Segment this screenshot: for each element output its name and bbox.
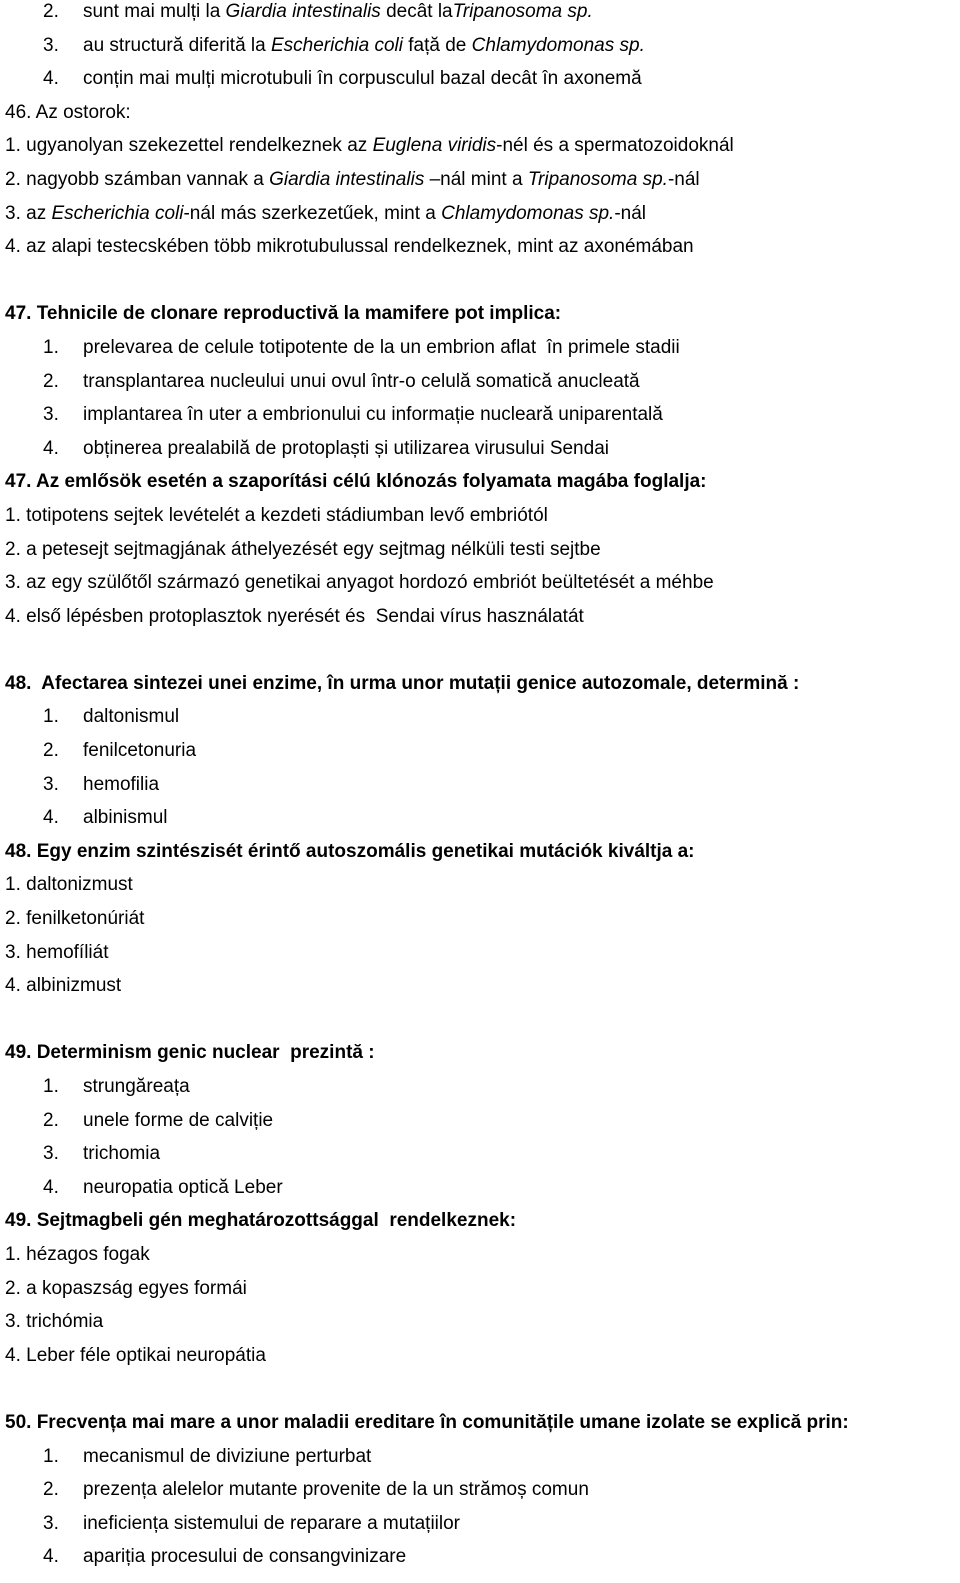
list-item	[5, 533, 955, 567]
item-text	[83, 706, 179, 727]
line-content	[43, 1137, 160, 1171]
line-content	[5, 1036, 375, 1070]
item-text	[5, 135, 734, 156]
text-segment: albinismul	[83, 807, 168, 829]
list-item	[5, 1473, 955, 1507]
list-item	[5, 129, 955, 163]
italic-text-segment: Chlamydomonas sp.	[441, 202, 615, 224]
list-item	[5, 1440, 955, 1474]
text-segment: 47. Az emlősök esetén a szaporítási célú klónozás folyamata magába foglalja:	[5, 471, 707, 493]
text-segment: -nál	[614, 202, 647, 224]
text-segment: transplantarea nucleului unui ovul într-o celulă somatică anucleată	[83, 370, 640, 392]
text-segment: 48. Egy enzim szintészisét érintő autoszomális genetikai mutációk kiváltja a:	[5, 840, 695, 862]
text-segment: 1. ugyanolyan szekezettel rendelkeznek az	[5, 135, 373, 157]
text-segment: 49. Sejtmagbeli gén meghatározottsággal rendelkeznek:	[5, 1210, 517, 1232]
item-number: 4.	[43, 1176, 59, 1198]
list-item	[5, 163, 955, 197]
text-segment: prezența alelelor mutante provenite de la un strămoș comun	[83, 1479, 589, 1501]
line-content	[5, 902, 144, 936]
line-content	[5, 230, 694, 264]
item-text	[5, 975, 121, 996]
item-text	[83, 807, 167, 828]
line-content	[43, 1540, 406, 1574]
text-segment: 1. hézagos fogak	[5, 1243, 150, 1265]
line-content	[43, 734, 196, 768]
italic-text-segment: Escherichia coli	[270, 34, 403, 56]
list-item	[5, 1272, 955, 1306]
line-content	[5, 163, 700, 197]
list-item	[5, 398, 955, 432]
text-segment: 2. a kopaszság egyes formái	[5, 1277, 247, 1299]
item-number: 4.	[43, 437, 59, 459]
line-content	[43, 1070, 190, 1104]
line-content	[5, 936, 109, 970]
item-text	[83, 35, 645, 56]
italic-text-segment: Giardia intestinalis	[225, 1, 381, 22]
text-segment: față de	[402, 34, 472, 56]
item-text	[83, 1177, 283, 1198]
line-content	[5, 129, 734, 163]
item-text	[83, 371, 640, 392]
line-content	[5, 600, 584, 634]
line-content	[5, 1238, 150, 1272]
text-segment: mecanismul de diviziune perturbat	[83, 1445, 372, 1467]
text-segment: -nél és a spermatozoidoknál	[496, 135, 734, 157]
item-number: 2.	[43, 740, 59, 762]
line-content	[5, 566, 714, 600]
item-text	[83, 1076, 190, 1097]
question-heading	[5, 96, 955, 130]
question-block	[5, 667, 955, 1003]
line-content	[5, 667, 799, 701]
text-segment: 2. nagyobb számban vannak a	[5, 168, 270, 190]
text-segment: sunt mai mulți la	[83, 1, 226, 22]
text-segment: -nál más szerkezetűek, mint a	[183, 202, 442, 224]
line-content	[43, 1473, 589, 1507]
text-segment: trichomia	[83, 1143, 161, 1165]
item-text	[5, 236, 694, 257]
list-item	[5, 29, 955, 63]
item-number: 4.	[43, 1546, 59, 1568]
line-content	[43, 768, 159, 802]
line-content	[43, 1171, 283, 1205]
item-number: 1.	[43, 1445, 59, 1467]
item-text	[5, 539, 601, 560]
text-segment: decât la	[380, 1, 453, 22]
list-item	[5, 432, 955, 466]
item-number: 3.	[43, 773, 59, 795]
line-content	[43, 1440, 371, 1474]
text-segment: 48. Afectarea sintezei unei enzime, în urma unor mutații genice autozomale, determină :	[5, 672, 800, 694]
list-item	[5, 1238, 955, 1272]
list-item	[5, 768, 955, 802]
item-text	[83, 1546, 406, 1567]
text-segment: daltonismul	[83, 706, 180, 728]
line-content	[43, 29, 645, 63]
question-heading	[5, 1204, 955, 1238]
line-content	[43, 1104, 273, 1138]
question-block	[5, 297, 955, 633]
line-content	[5, 868, 133, 902]
item-text	[5, 908, 144, 929]
list-item	[5, 230, 955, 264]
list-item	[5, 365, 955, 399]
item-text	[5, 606, 584, 627]
item-text	[5, 1278, 247, 1299]
question-block	[5, 1406, 955, 1574]
item-text	[5, 1311, 103, 1332]
list-item	[5, 734, 955, 768]
question-block	[5, 1036, 955, 1372]
list-item	[5, 969, 955, 1003]
line-content	[5, 533, 601, 567]
text-segment: 2. a petesejt sejtmagjának áthelyezését egy sejtmag nélküli testi sejtbe	[5, 538, 601, 560]
list-item	[5, 600, 955, 634]
item-text	[5, 874, 133, 895]
text-segment: conțin mai mulți microtubuli în corpusculul bazal decât în axonemă	[83, 68, 642, 90]
item-text	[83, 740, 196, 761]
text-segment: 4. Leber féle optikai neuropátia	[5, 1344, 266, 1366]
line-content	[43, 398, 663, 432]
item-number: 3.	[43, 1143, 59, 1165]
list-item	[5, 1171, 955, 1205]
italic-text-segment: Tripanosoma sp.	[452, 1, 593, 22]
text-segment: -nál	[667, 168, 700, 190]
line-content	[5, 297, 561, 331]
question-heading	[5, 297, 955, 331]
text-segment: neuropatia optică Leber	[83, 1176, 283, 1198]
list-item	[5, 1507, 955, 1541]
item-number: 2.	[43, 1, 59, 22]
list-item	[5, 499, 955, 533]
text-segment: hemofilia	[83, 773, 160, 795]
item-text	[83, 1110, 273, 1131]
item-text	[83, 438, 609, 459]
text-segment: 50. Frecvența mai mare a unor maladii ereditare în comunitățile umane izolate se explică prin:	[5, 1411, 849, 1433]
text-segment: au structură diferită la	[83, 34, 271, 56]
list-item	[5, 566, 955, 600]
question-heading	[5, 465, 955, 499]
line-content	[5, 197, 646, 231]
item-text	[83, 1, 593, 22]
item-number: 2.	[43, 1479, 59, 1501]
text-segment: strungăreața	[83, 1076, 190, 1097]
italic-text-segment: Giardia intestinalis	[269, 168, 425, 190]
line-content	[5, 465, 707, 499]
italic-text-segment: Tripanosoma sp.	[527, 168, 668, 190]
list-item	[5, 62, 955, 96]
line-content	[43, 432, 609, 466]
item-number: 3.	[43, 1512, 59, 1534]
item-text	[83, 774, 159, 795]
text-segment: ineficiența sistemului de reparare a mutațiilor	[83, 1512, 461, 1534]
text-segment: unele forme de calviție	[83, 1109, 274, 1131]
item-text	[83, 404, 663, 425]
list-item	[5, 936, 955, 970]
line-content	[5, 969, 121, 1003]
list-item	[5, 1070, 955, 1104]
line-content	[5, 1272, 247, 1306]
question-heading	[5, 1406, 955, 1440]
text-segment: obținerea prealabilă de protoplaști și utilizarea virusului Sendai	[83, 437, 609, 459]
list-item	[5, 902, 955, 936]
item-text	[83, 68, 642, 89]
text-segment: 3. trichómia	[5, 1311, 104, 1333]
item-number: 3.	[43, 34, 59, 56]
line-content	[43, 62, 642, 96]
question-heading	[5, 1036, 955, 1070]
list-item	[5, 197, 955, 231]
text-segment: 1. totipotens sejtek levételét a kezdeti stádiumban levő embriótól	[5, 504, 548, 526]
line-content	[43, 801, 167, 835]
item-number: 1.	[43, 706, 59, 728]
item-number: 1.	[43, 336, 59, 358]
item-text	[5, 1345, 266, 1366]
question-heading	[5, 835, 955, 869]
list-item	[5, 1104, 955, 1138]
item-number: 2.	[43, 1109, 59, 1131]
list-item	[5, 0, 955, 29]
item-text	[5, 942, 109, 963]
text-segment: 4. albinizmust	[5, 975, 122, 997]
line-content	[43, 331, 680, 365]
item-text	[83, 1479, 589, 1500]
item-number: 4.	[43, 68, 59, 90]
line-content	[43, 0, 593, 29]
list-item	[5, 1137, 955, 1171]
item-number: 2.	[43, 370, 59, 392]
question-heading	[5, 667, 955, 701]
item-text	[5, 1244, 150, 1265]
line-content	[5, 96, 131, 130]
line-content	[5, 499, 548, 533]
list-item	[5, 1339, 955, 1373]
line-content	[43, 1507, 460, 1541]
text-segment: 49. Determinism genic nuclear prezintă :	[5, 1042, 375, 1064]
text-segment: –nál mint a	[424, 168, 528, 190]
text-segment: apariția procesului de consangvinizare	[83, 1546, 407, 1568]
list-item	[5, 1305, 955, 1339]
text-segment: 3. az	[5, 202, 52, 224]
italic-text-segment: Escherichia coli	[51, 202, 184, 224]
italic-text-segment: Euglena viridis	[372, 135, 497, 157]
item-number: 3.	[43, 404, 59, 426]
item-number: 4.	[43, 807, 59, 829]
line-content	[43, 365, 640, 399]
line-content	[5, 1406, 849, 1440]
line-content	[43, 700, 179, 734]
list-item	[5, 700, 955, 734]
item-text	[83, 337, 680, 358]
text-segment: implantarea în uter a embrionului cu informație nucleară uniparentală	[83, 404, 663, 426]
text-segment: 1. daltonizmust	[5, 874, 133, 896]
list-item	[5, 801, 955, 835]
line-content	[5, 1305, 103, 1339]
text-segment: 47. Tehnicile de clonare reproductivă la mamifere pot implica:	[5, 303, 562, 325]
text-segment: 4. első lépésben protoplasztok nyerését és Sendai vírus használatát	[5, 605, 584, 627]
item-text	[5, 572, 714, 593]
text-segment: prelevarea de celule totipotente de la un embrion aflat în primele stadii	[83, 336, 680, 358]
text-segment: 4. az alapi testecskében több mikrotubulussal rendelkeznek, mint az axonémában	[5, 236, 694, 258]
question-block	[5, 0, 955, 264]
line-content	[5, 1339, 266, 1373]
item-text	[5, 505, 548, 526]
item-text	[83, 1446, 371, 1467]
line-content	[5, 835, 695, 869]
text-segment: 3. hemofíliát	[5, 941, 109, 963]
text-segment: fenilcetonuria	[83, 740, 197, 762]
line-content	[5, 1204, 516, 1238]
item-number: 1.	[43, 1076, 59, 1097]
list-item	[5, 331, 955, 365]
item-text	[5, 203, 646, 224]
item-text	[5, 169, 700, 190]
item-text	[83, 1143, 160, 1164]
list-item	[5, 1540, 955, 1574]
text-segment: 46. Az ostorok:	[5, 101, 131, 123]
text-segment: 3. az egy szülőtől származó genetikai anyagot hordozó embriót beültetését a méhbe	[5, 572, 714, 594]
italic-text-segment: Chlamydomonas sp.	[471, 34, 645, 56]
list-item	[5, 868, 955, 902]
item-text	[83, 1513, 460, 1534]
text-segment: 2. fenilketonúriát	[5, 908, 145, 930]
